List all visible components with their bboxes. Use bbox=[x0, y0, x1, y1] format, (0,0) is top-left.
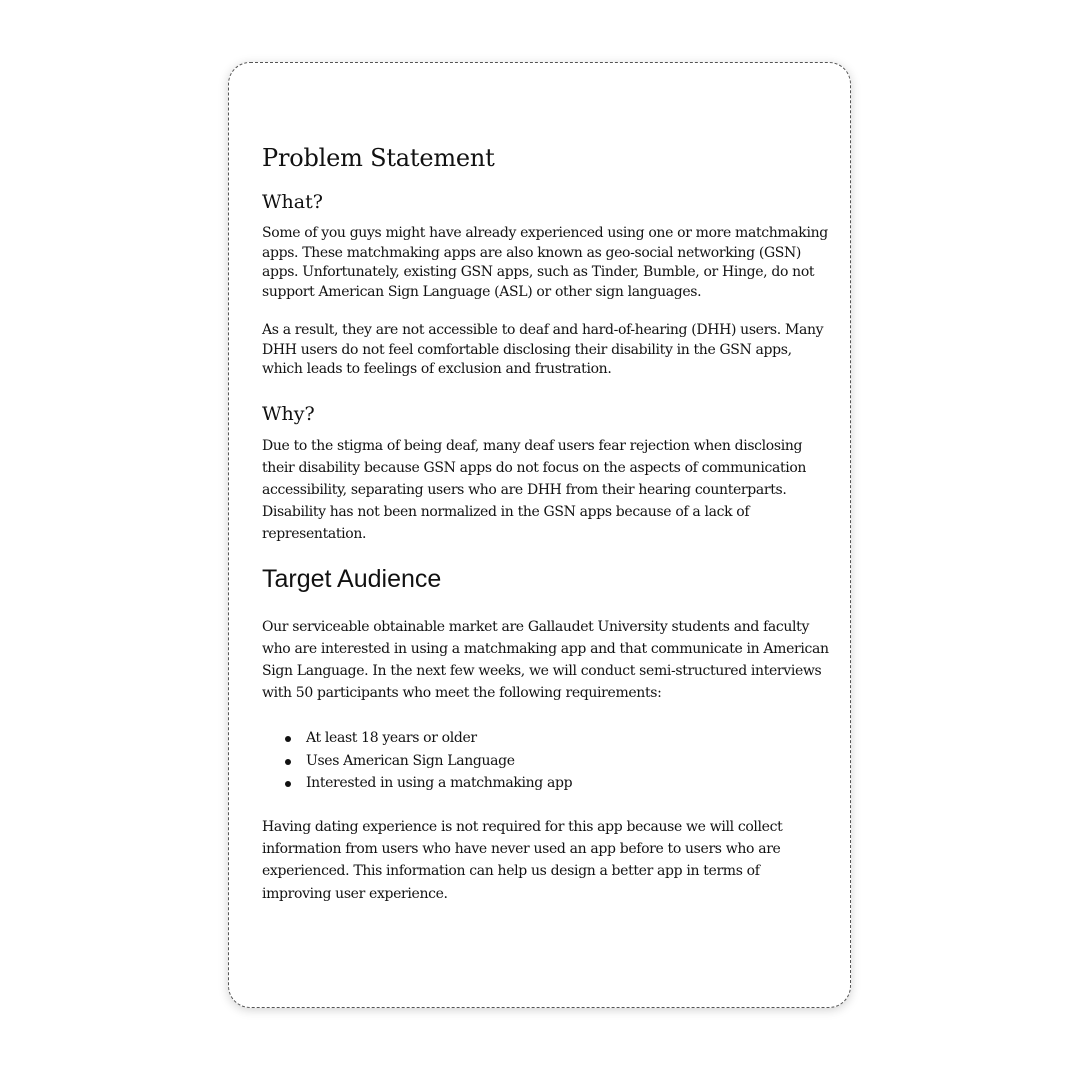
list-item: At least 18 years or older bbox=[262, 727, 832, 749]
target-closing-paragraph: Having dating experience is not required for this app because we will collect information from users who have never used an app before to users who are experienced. This information can help us design a better app in terms of improving user experience. bbox=[262, 818, 783, 902]
target-audience-heading: Target Audience bbox=[262, 564, 442, 593]
list-item: Interested in using a matchmaking app bbox=[262, 772, 832, 794]
list-item: Uses American Sign Language bbox=[262, 750, 832, 772]
problem-statement-heading: Problem Statement bbox=[262, 144, 495, 172]
what-paragraph-2: As a result, they are not accessible to deaf and hard-of-hearing (DHH) users. Many DHH users do not feel comfortable disclosing their disability in the GSN apps, which leads to feelings of exclusion and frustration. bbox=[262, 322, 824, 377]
document-content bbox=[262, 141, 832, 905]
why-paragraph: Due to the stigma of being deaf, many deaf users fear rejection when disclosing their disability because GSN apps do not focus on the aspects of communication accessibility, separating users who are DHH from their hearing counterparts. Disability has not been normalized in the GSN apps because of a lack of representation. bbox=[262, 437, 807, 543]
what-heading: What? bbox=[262, 191, 323, 213]
target-intro-paragraph: Our serviceable obtainable market are Gallaudet University students and faculty who are interested in using a matchmaking app and that communicate in American Sign Language. In the next few weeks, we will conduct semi-structured interviews with 50 participants who meet the following requirements: bbox=[262, 618, 829, 702]
requirements-list bbox=[262, 727, 832, 794]
why-heading: Why? bbox=[262, 402, 315, 425]
what-paragraph-1: Some of you guys might have already experienced using one or more matchmaking apps. These matchmaking apps are also known as geo-social networking (GSN) apps. Unfortunately, existing GSN apps, such as Tinder, Bumble, or Hinge, do not support American Sign Language (ASL) or other sign languages. bbox=[262, 225, 828, 300]
document-card bbox=[228, 62, 851, 1008]
